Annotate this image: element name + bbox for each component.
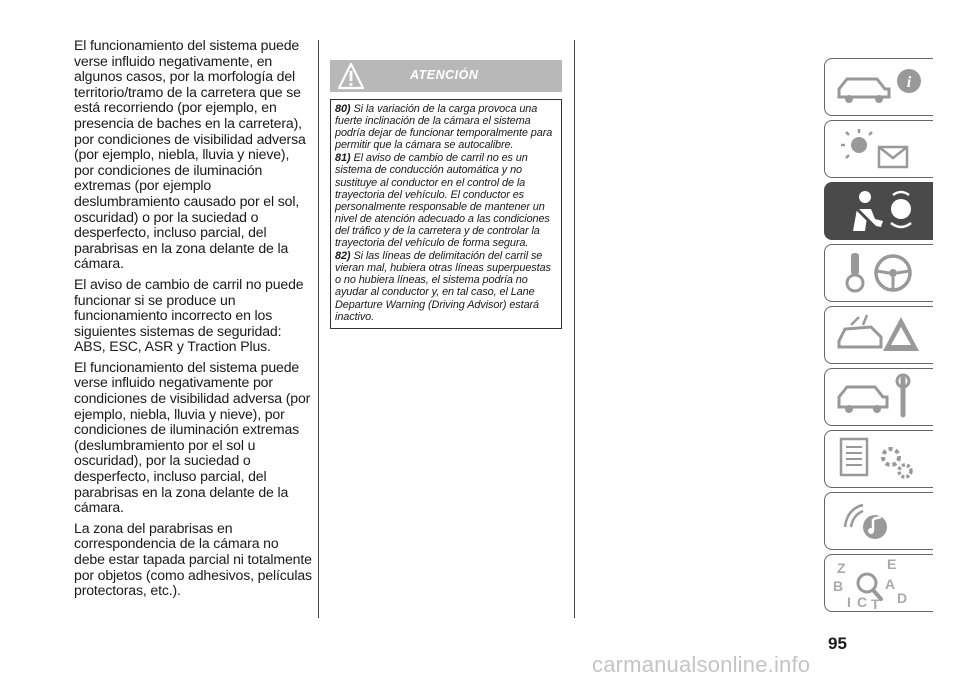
warning-title: ATENCIÓN <box>410 68 479 82</box>
warning-header <box>330 60 562 92</box>
warning-notes <box>330 99 562 329</box>
note-text: Si las líneas de delimitación del carril se vieran mal, hubiera otras líneas superpuestas o no hubiera líneas, el sistema podría no ayudar al conductor y, en tal caso, el Lane Departure Warning (Driving Advisor) estará inactivo. <box>335 250 551 323</box>
key-steering-icon <box>831 249 927 297</box>
paragraph: El funcionamiento del sistema puede verse influido negativamente por condiciones de visibilidad adversa (por ejemplo, niebla, lluvia y nieve), por condiciones de iluminación extremas (deslumbramiento por el sol u oscuridad), por la suciedad o desperfecto, incluso parcial, del parabrisas en la zona delante de la cámara. <box>74 358 311 516</box>
note-number: 81) <box>335 152 351 165</box>
svg-text:i: i <box>906 74 912 91</box>
paragraph: El aviso de cambio de carril no puede funcionar si se produce un funcionamiento incorrecto en los siguientes sistemas de seguridad: ABS, ESC, ASR y Traction Plus. <box>74 275 304 355</box>
warning-note <box>335 103 557 151</box>
tab-emergency[interactable] <box>824 306 933 364</box>
watermark: carmanualsonline.info <box>592 652 811 677</box>
column-divider <box>318 40 319 618</box>
page-number: 95 <box>828 634 847 653</box>
lights-message-icon <box>831 125 927 173</box>
warning-triangle-icon <box>338 62 364 90</box>
index-letter: I <box>847 594 851 609</box>
index-letter: A <box>885 576 896 592</box>
tab-index[interactable] <box>824 554 933 612</box>
safety-seatbelt-icon <box>831 187 927 235</box>
body-text-column <box>74 38 312 604</box>
index-letter: C <box>857 594 868 609</box>
column-divider <box>574 40 575 618</box>
note-text: El aviso de cambio de carril no es un sistema de conducción automática y no sustituye al conductor en el control de la trayectoria del vehículo. El conductor es personalmente responsable de mantener un nivel de atención adecuado a las condiciones del tráfico y de la carretera y de controlar la trayectoria del vehículo de forma segura. <box>335 152 550 250</box>
index-icon <box>831 559 927 609</box>
index-letter: E <box>887 559 897 572</box>
paragraph: La zona del parabrisas en correspondencia de la cámara no debe estar tapada parcial ni totalmente por objetos (como adhesivos, películas protectoras, etc.). <box>74 519 312 599</box>
paragraph: El funcionamiento del sistema puede verse influido negativamente, en algunos casos, por la morfología del territorio/tramo de la carretera que se está recorriendo (por ejemplo, en presencia de baches en la carretera), por condiciones de visibilidad adversa (por ejemplo, niebla, lluvia y nieve), por condiciones de iluminación extremas (por ejemplo deslumbramiento causado por el sol, oscuridad) o por la suciedad o desperfecto, incluso parcial, del parabrisas en la zona delante de la cámara. <box>74 37 306 272</box>
tab-car-info[interactable] <box>824 58 933 116</box>
index-letter: Z <box>837 560 846 576</box>
tab-maintenance[interactable] <box>824 368 933 426</box>
warning-note <box>335 152 557 249</box>
tab-key-steering[interactable] <box>824 244 933 302</box>
car-info-icon <box>831 63 927 111</box>
index-letter: T <box>871 596 880 609</box>
note-text: Si la variación de la carga provoca una fuerte inclinación de la cámara el sistema podría dejar de funcionar temporalmente para permitir que la cámara se autocalibre. <box>335 103 553 152</box>
tab-safety[interactable] <box>824 182 933 240</box>
index-letter: D <box>897 590 908 606</box>
tab-multimedia[interactable] <box>824 492 933 550</box>
note-number: 80) <box>335 103 351 115</box>
note-number: 82) <box>335 250 351 263</box>
emergency-icon <box>831 311 927 359</box>
warning-note <box>335 250 557 323</box>
technical-data-icon <box>831 435 927 483</box>
warning-box <box>330 60 562 329</box>
car-maintenance-icon <box>831 373 927 421</box>
tab-technical-data[interactable] <box>824 430 933 488</box>
tab-lights-message[interactable] <box>824 120 933 178</box>
multimedia-icon <box>831 497 927 545</box>
index-letter: B <box>833 578 844 594</box>
